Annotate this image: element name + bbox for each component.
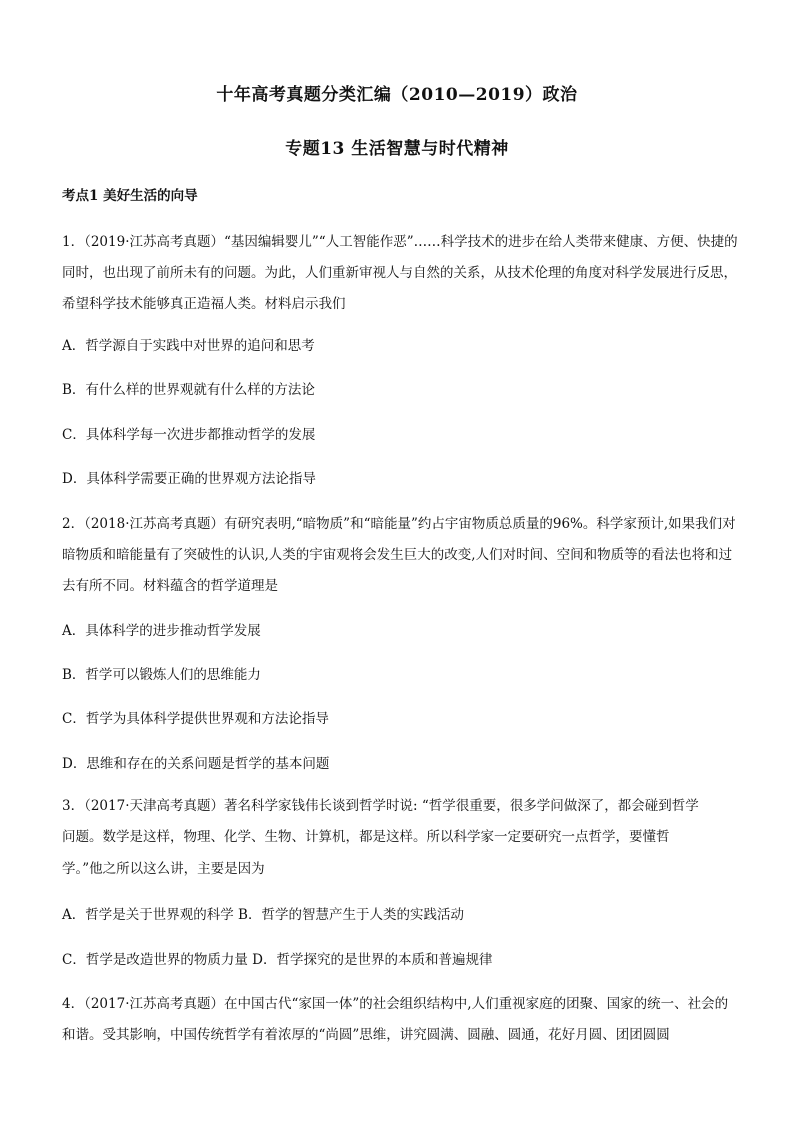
question-2-option-c: C．哲学为具体科学提供世界观和方法论指导 bbox=[62, 711, 329, 727]
document-title: 十年高考真题分类汇编（2010—2019）政治 bbox=[216, 85, 578, 105]
question-2-option-a: A．具体科学的进步推动哲学发展 bbox=[62, 623, 261, 639]
question-3-stem-line-1: 3．（2017·天津高考真题）著名科学家钱伟长谈到哲学时说: “哲学很重要，很多学问做深了，都会碰到哲学 bbox=[62, 798, 699, 814]
question-1-option-a: A．哲学源自于实践中对世界的追问和思考 bbox=[62, 338, 315, 354]
section-heading: 考点1 美好生活的向导 bbox=[62, 188, 198, 204]
question-1-option-b: B．有什么样的世界观就有什么样的方法论 bbox=[62, 382, 315, 398]
question-2-option-d: D．思维和存在的关系问题是哲学的基本问题 bbox=[62, 756, 330, 772]
question-2-stem: 2．（2018·江苏高考真题）有研究表明,“暗物质”和“暗能量”约占宇宙物质总质量的96%。科学家预计,如果我们对暗物质和暗能量有了突破性的认识,人类的宇宙观将会发生巨大的改变,人们对时间、空间和物质等的看法也将和过去有所不同。材料蕴含的哲学道理是 bbox=[62, 516, 736, 594]
question-4-stem: 4．（2017·江苏高考真题）在中国古代“家国一体”的社会组织结构中,人们重视家庭的团聚、国家的统一、社会的和谐。受其影响，中国传统哲学有着浓厚的“尚圆”思维，讲究圆满、圆融、圆通，花好月圆、团团圆圆 bbox=[62, 996, 729, 1043]
question-3-options-cd: C．哲学是改造世界的物质力量 D．哲学探究的是世界的本质和普遍规律 bbox=[62, 952, 493, 968]
document-subtitle: 专题13 生活智慧与时代精神 bbox=[285, 139, 509, 159]
question-3-stem-line-3: 学。”他之所以这么讲，主要是因为 bbox=[62, 861, 265, 877]
question-1-option-c: C．具体科学每一次进步都推动哲学的发展 bbox=[62, 427, 316, 443]
question-1-option-d: D．具体科学需要正确的世界观方法论指导 bbox=[62, 471, 316, 487]
question-3-options-ab: A．哲学是关于世界观的科学 B．哲学的智慧产生于人类的实践活动 bbox=[62, 907, 464, 923]
question-2-option-b: B．哲学可以锻炼人们的思维能力 bbox=[62, 667, 261, 683]
question-1-stem: 1．（2019·江苏高考真题）“基因编辑婴儿”“人工智能作恶”……科学技术的进步在给人类带来健康、方便、快捷的同时，也出现了前所未有的问题。为此，人们重新审视人与自然的关系，从技术伦理的角度对科学发展进行反思，希望科学技术能够真正造福人类。材料启示我们 bbox=[62, 234, 738, 312]
question-3-stem-line-2: 问题。数学是这样，物理、化学、生物、计算机，都是这样。所以科学家一定要研究一点哲学，要懂哲 bbox=[62, 829, 670, 845]
